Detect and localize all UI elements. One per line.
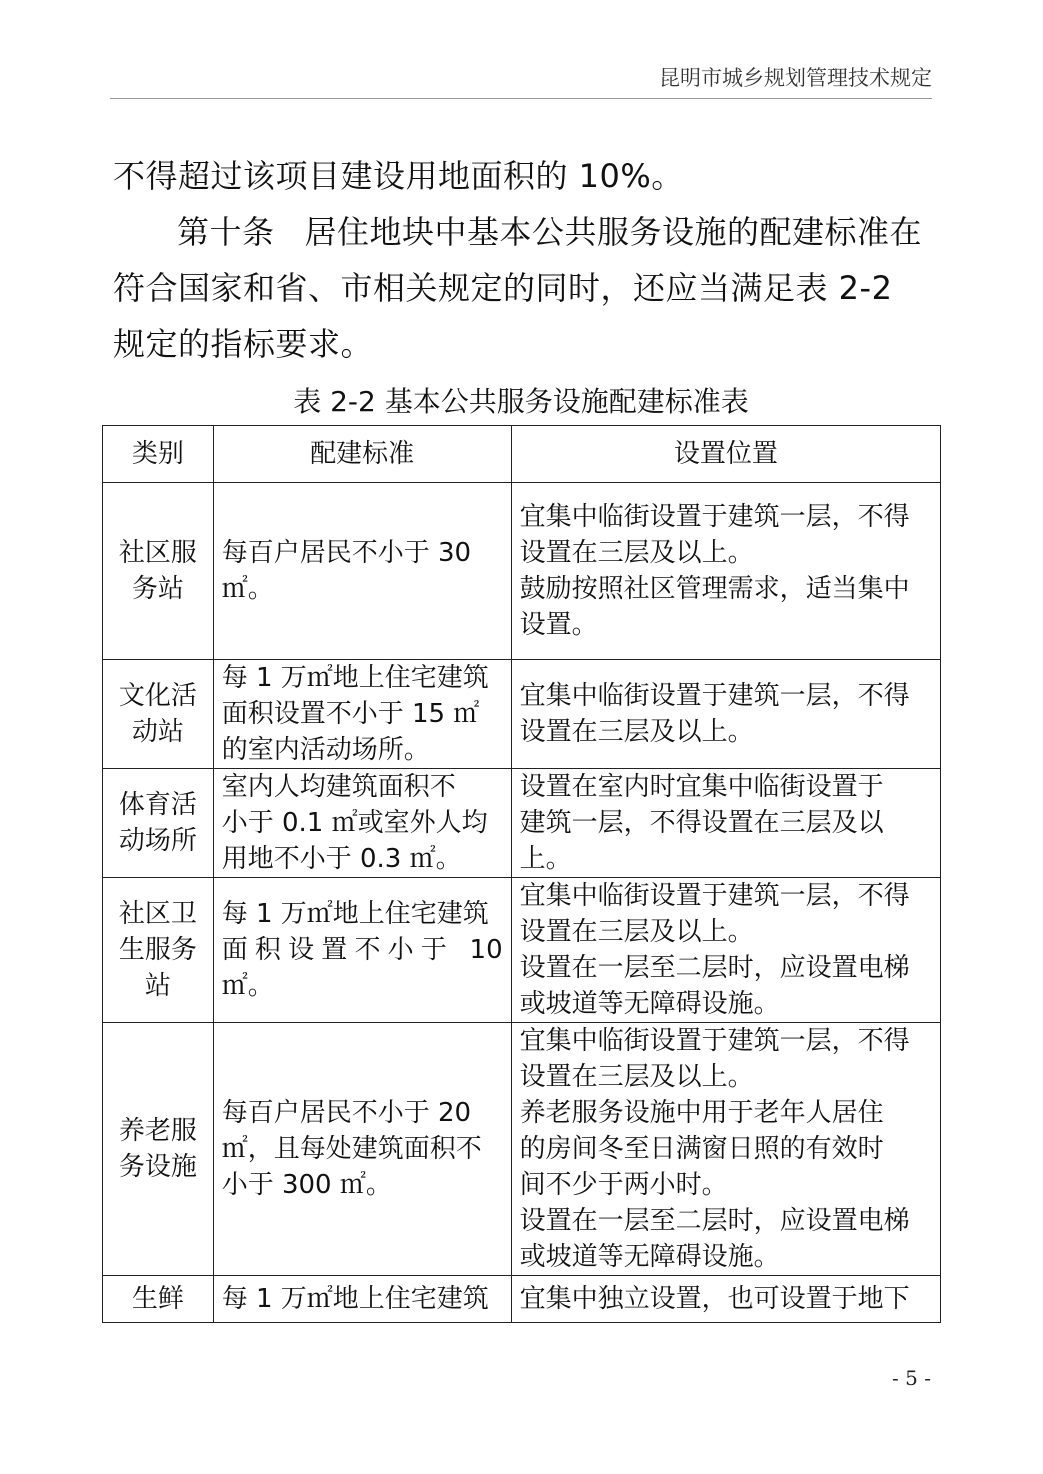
table-row (103, 483, 941, 660)
cell-standard: 每百户居民不小于 30 ㎡。 (213, 483, 511, 660)
cell-location: 设置在室内时宜集中临街设置于 建筑一层，不得设置在三层及以 上。 (511, 769, 940, 878)
cell-category: 社区服 务站 (103, 483, 214, 660)
header-standard: 配建标准 (213, 426, 511, 483)
header-category: 类别 (103, 426, 214, 483)
running-header: 昆明市城乡规划管理技术规定 (659, 66, 932, 90)
cell-standard: 室内人均建筑面积不 小于 0.1 ㎡或室外人均 用地不小于 0.3 ㎡。 (213, 769, 511, 878)
header-divider (110, 98, 932, 99)
cell-standard: 每 1 万㎡地上住宅建筑 面积设置不小于 15 ㎡ 的室内活动场所。 (213, 660, 511, 769)
cell-location: 宜集中独立设置，也可设置于地下 (511, 1276, 940, 1323)
cell-category: 生鲜 (103, 1276, 214, 1323)
cell-location: 宜集中临街设置于建筑一层，不得 设置在三层及以上。 鼓励按照社区管理需求，适当集中 设置。 (511, 483, 940, 660)
table-caption: 表 2-2 基本公共服务设施配建标准表 (293, 385, 749, 418)
table-row (103, 1023, 941, 1276)
article-number: 第十条 (177, 213, 275, 251)
table-header-row (103, 426, 941, 483)
cell-location: 宜集中临街设置于建筑一层，不得 设置在三层及以上。 养老服务设施中用于老年人居住 的房间冬至日满窗日照的有效时 间不少于两小时。 设置在一层至二层时，应设置电梯 或坡道等无障碍设施。 (511, 1023, 940, 1276)
header-location: 设置位置 (511, 426, 940, 483)
cell-category: 文化活 动站 (103, 660, 214, 769)
cell-standard: 每百户居民不小于 20 ㎡，且每处建筑面积不 小于 300 ㎡。 (213, 1023, 511, 1276)
table-row (103, 769, 941, 878)
table-row (103, 1276, 941, 1323)
cell-category: 社区卫 生服务 站 (103, 878, 214, 1023)
paragraph-article-10 (113, 204, 933, 372)
facility-standard-table (102, 425, 941, 1323)
table-row (103, 878, 941, 1023)
cell-standard: 每 1 万㎡地上住宅建筑 面积设置不小于 10 ㎡。 (213, 878, 511, 1023)
cell-standard: 每 1 万㎡地上住宅建筑 (213, 1276, 511, 1323)
cell-location: 宜集中临街设置于建筑一层，不得 设置在三层及以上。 (511, 660, 940, 769)
paragraph-continuation: 不得超过该项目建设用地面积的 10%。 (113, 157, 684, 195)
cell-category: 养老服 务设施 (103, 1023, 214, 1276)
table-row (103, 660, 941, 769)
body-text (113, 148, 933, 372)
cell-category: 体育活 动场所 (103, 769, 214, 878)
article-text: 居住地块中基本公共服务设施的配建标准在符合国家和省、市相关规定的同时，还应当满足表 2-2 规定的指标要求。 (113, 213, 923, 363)
cell-location: 宜集中临街设置于建筑一层，不得 设置在三层及以上。 设置在一层至二层时，应设置电梯 或坡道等无障碍设施。 (511, 878, 940, 1023)
page-number: - 5 - (892, 1366, 931, 1390)
